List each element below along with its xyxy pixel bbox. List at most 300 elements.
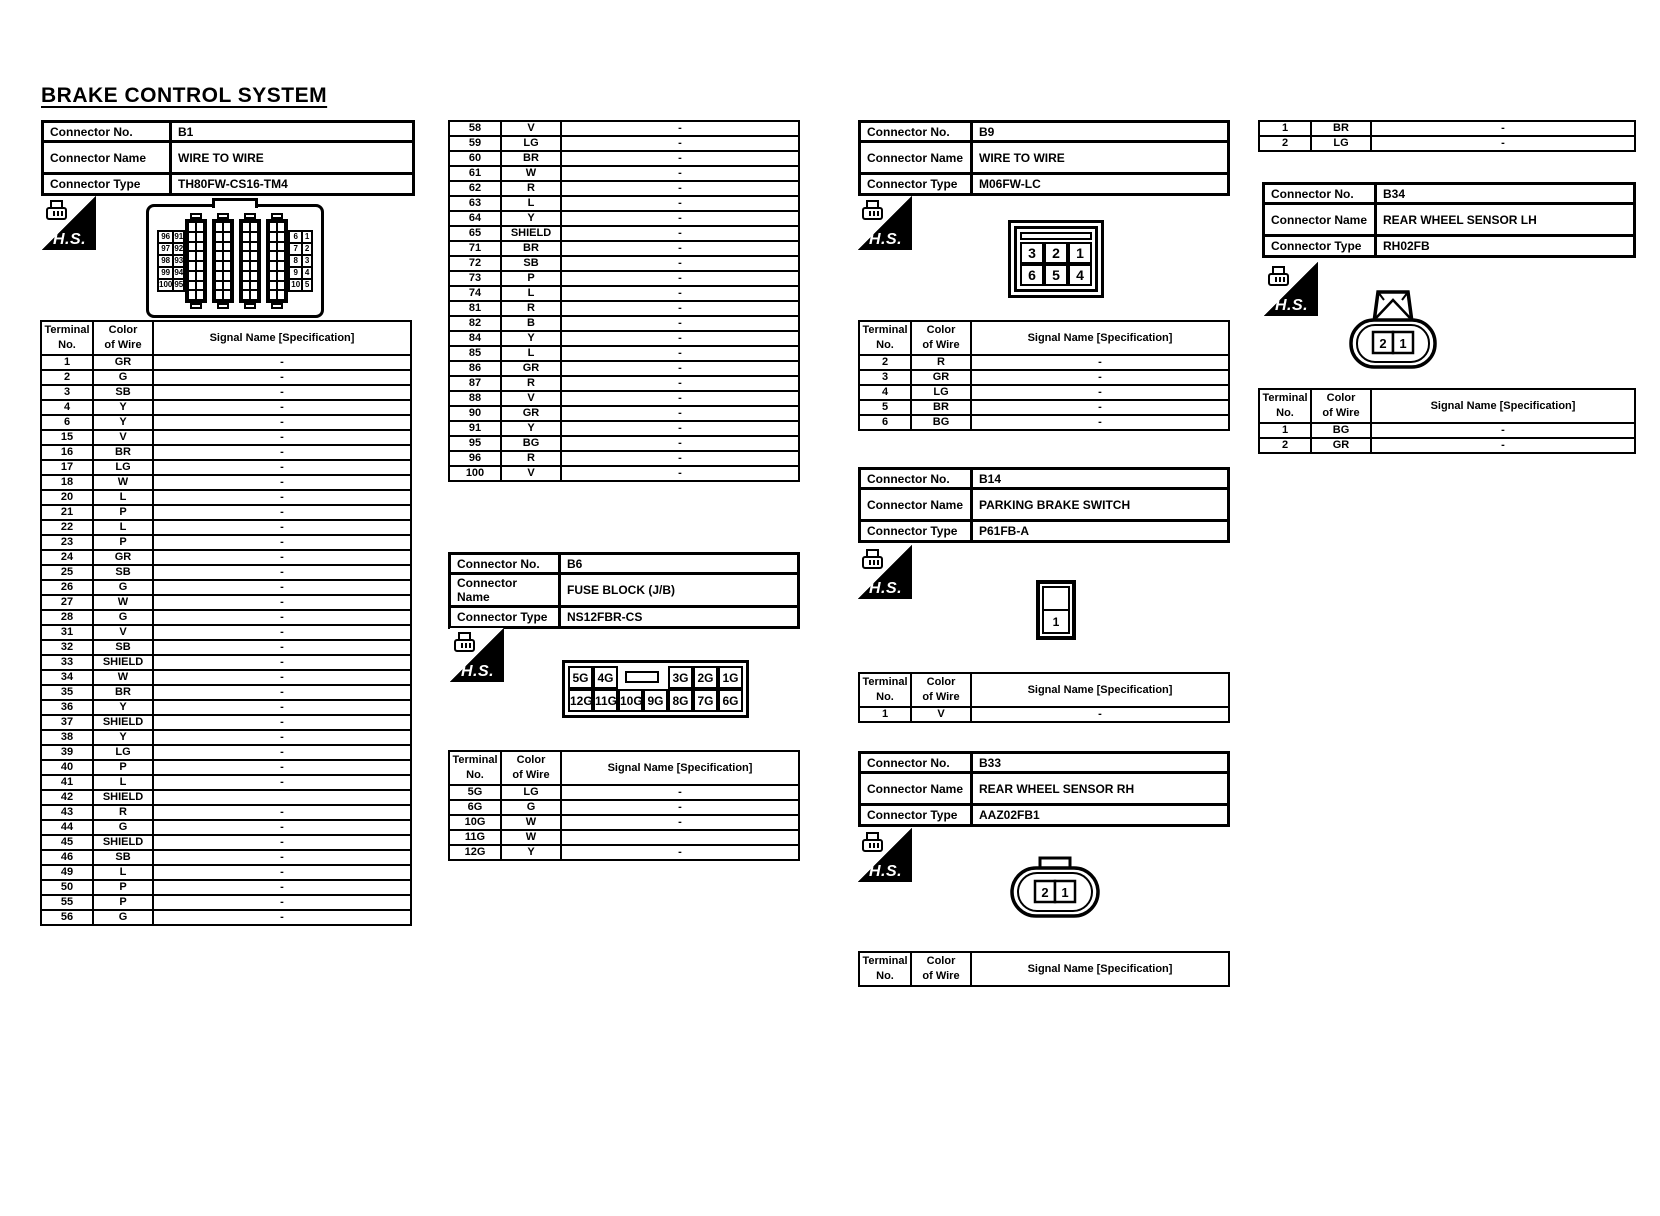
terminal-no: 43 xyxy=(41,805,93,820)
pin-number: 95 xyxy=(174,280,184,289)
terminal-row xyxy=(41,400,411,415)
connector-info-b6 xyxy=(448,552,800,629)
signal-name: - xyxy=(153,655,411,670)
terminal-table-b33 xyxy=(858,951,1230,987)
pin-number: 3 xyxy=(302,255,312,267)
signal-name: - xyxy=(561,136,799,151)
terminal-no: 40 xyxy=(41,760,93,775)
pin-keyway xyxy=(618,666,668,689)
signal-name: - xyxy=(561,376,799,391)
wire-color: GR xyxy=(93,355,153,370)
connector-type-value: AAZ02FB1 xyxy=(972,805,1229,826)
signal-name: - xyxy=(153,670,411,685)
terminal-row xyxy=(449,421,799,436)
wire-color: P xyxy=(93,535,153,550)
signal-name: - xyxy=(561,421,799,436)
signal-name: - xyxy=(153,835,411,850)
terminal-no: 25 xyxy=(41,565,93,580)
hs-badge xyxy=(450,628,504,682)
wire-color: L xyxy=(93,520,153,535)
wire-color: BR xyxy=(501,241,561,256)
terminal-table-header xyxy=(859,673,1229,707)
connector-diagram-b33 xyxy=(1008,856,1102,920)
terminal-table-header xyxy=(859,952,1229,986)
pin-row xyxy=(158,279,184,291)
terminal-row xyxy=(1259,438,1635,453)
signal-name: - xyxy=(153,760,411,775)
label-connector-no: Connector No. xyxy=(1264,184,1376,204)
connector-name-value: REAR WHEEL SENSOR LH xyxy=(1376,204,1635,236)
connector-type-value: P61FB-A xyxy=(972,521,1229,542)
connector-name-value: PARKING BRAKE SWITCH xyxy=(972,489,1229,521)
wire-color: BR xyxy=(93,685,153,700)
pin-row xyxy=(158,231,184,243)
terminal-no: 56 xyxy=(41,910,93,925)
harness-connector-icon xyxy=(860,547,888,573)
signal-name: - xyxy=(561,151,799,166)
signal-name: - xyxy=(561,406,799,421)
pin-cell: 6 xyxy=(1020,264,1044,286)
terminal-no: 36 xyxy=(41,700,93,715)
signal-name: - xyxy=(561,226,799,241)
wire-color: L xyxy=(501,286,561,301)
terminal-no: 96 xyxy=(449,451,501,466)
terminal-no: 65 xyxy=(449,226,501,241)
terminal-no: 5 xyxy=(859,400,911,415)
wire-color: BR xyxy=(911,400,971,415)
col-signal-name: Signal Name [Specification] xyxy=(971,321,1229,355)
b1-right-pin-block xyxy=(288,230,313,292)
b1-mid-cells xyxy=(239,219,261,303)
signal-name: - xyxy=(561,166,799,181)
terminal-no: 46 xyxy=(41,850,93,865)
terminal-no: 3 xyxy=(41,385,93,400)
wire-color: BG xyxy=(1311,423,1371,438)
signal-name: - xyxy=(561,361,799,376)
signal-name: - xyxy=(153,565,411,580)
terminal-row xyxy=(449,815,799,830)
signal-name: - xyxy=(153,895,411,910)
signal-name: - xyxy=(153,460,411,475)
signal-name: - xyxy=(1371,438,1635,453)
terminal-no: 27 xyxy=(41,595,93,610)
wire-color: G xyxy=(93,370,153,385)
wire-color: W xyxy=(501,815,561,830)
wire-color: GR xyxy=(1311,438,1371,453)
terminal-no: 23 xyxy=(41,535,93,550)
b1-mid-cells xyxy=(212,219,234,303)
pin-cell: 1 xyxy=(1052,614,1060,629)
label-connector-type: Connector Type xyxy=(1264,236,1376,257)
terminal-no: 15 xyxy=(41,430,93,445)
signal-name: - xyxy=(153,910,411,925)
terminal-row xyxy=(1259,121,1635,136)
terminal-row xyxy=(41,385,411,400)
terminal-no: 82 xyxy=(449,316,501,331)
wire-color: GR xyxy=(501,361,561,376)
signal-name: - xyxy=(561,815,799,830)
terminal-no: 58 xyxy=(449,121,501,136)
wire-color: SB xyxy=(501,256,561,271)
signal-name: - xyxy=(1371,423,1635,438)
col-terminal-no: Terminal No. xyxy=(41,321,93,355)
b1-left-pin-block xyxy=(157,230,185,292)
terminal-no: 86 xyxy=(449,361,501,376)
label-connector-name: Connector Name xyxy=(1264,204,1376,236)
signal-name: - xyxy=(153,370,411,385)
connector-type-value: M06FW-LC xyxy=(972,174,1229,195)
terminal-row xyxy=(449,166,799,181)
col-terminal-no: Terminal No. xyxy=(859,673,911,707)
connector-keyway xyxy=(1020,232,1092,240)
b1-mid-pin-banks xyxy=(185,213,288,309)
wire-color: SHIELD xyxy=(93,835,153,850)
wire-color: LG xyxy=(501,136,561,151)
terminal-row xyxy=(41,445,411,460)
terminal-no: 62 xyxy=(449,181,501,196)
signal-name: - xyxy=(153,430,411,445)
terminal-no: 61 xyxy=(449,166,501,181)
terminal-row xyxy=(41,865,411,880)
b1-mid-column xyxy=(266,213,288,309)
terminal-row xyxy=(449,466,799,481)
terminal-row xyxy=(41,535,411,550)
terminal-no: 26 xyxy=(41,580,93,595)
wire-color: G xyxy=(501,800,561,815)
pin-cell: 2G xyxy=(693,666,718,689)
connector-name-value: WIRE TO WIRE xyxy=(972,142,1229,174)
terminal-row xyxy=(41,805,411,820)
wire-color: BR xyxy=(1311,121,1371,136)
pin-number: 2 xyxy=(302,243,312,255)
connector-no-value: B14 xyxy=(972,469,1229,489)
pin-number: 100 xyxy=(159,280,173,289)
wire-color: R xyxy=(501,181,561,196)
connector-no-value: B33 xyxy=(972,753,1229,773)
terminal-table-b9 xyxy=(858,320,1230,431)
terminal-row xyxy=(449,286,799,301)
label-connector-no: Connector No. xyxy=(860,469,972,489)
pin-cell: 4 xyxy=(1068,264,1092,286)
terminal-no: 2 xyxy=(859,355,911,370)
wire-color: R xyxy=(911,355,971,370)
pin-row xyxy=(158,267,184,279)
label-connector-type: Connector Type xyxy=(43,174,171,195)
hs-label: H.S. xyxy=(869,231,903,248)
signal-name: - xyxy=(971,415,1229,430)
terminal-no: 44 xyxy=(41,820,93,835)
wire-color: B xyxy=(501,316,561,331)
terminal-no: 90 xyxy=(449,406,501,421)
connector-diagram-b14 xyxy=(1036,580,1076,640)
terminal-row xyxy=(449,256,799,271)
col-color-of-wire: Color of Wire xyxy=(911,673,971,707)
signal-name: - xyxy=(153,715,411,730)
signal-name: - xyxy=(153,385,411,400)
wire-color: L xyxy=(501,196,561,211)
signal-name: - xyxy=(153,580,411,595)
wire-color: BR xyxy=(501,151,561,166)
terminal-no: 72 xyxy=(449,256,501,271)
signal-name: - xyxy=(561,331,799,346)
terminal-row xyxy=(41,910,411,925)
terminal-row xyxy=(449,136,799,151)
signal-name: - xyxy=(153,595,411,610)
signal-name: - xyxy=(561,436,799,451)
terminal-no: 3 xyxy=(859,370,911,385)
terminal-table-header xyxy=(1259,389,1635,423)
col-signal-name: Signal Name [Specification] xyxy=(971,952,1229,986)
label-connector-type: Connector Type xyxy=(860,174,972,195)
wire-color: W xyxy=(93,475,153,490)
terminal-no: 34 xyxy=(41,670,93,685)
terminal-table-b14 xyxy=(858,672,1230,723)
terminal-no: 11G xyxy=(449,830,501,845)
wire-color: LG xyxy=(1311,136,1371,151)
wire-color: GR xyxy=(911,370,971,385)
col-signal-name: Signal Name [Specification] xyxy=(971,673,1229,707)
wire-color: V xyxy=(911,707,971,722)
signal-name: - xyxy=(153,745,411,760)
signal-name: - xyxy=(153,865,411,880)
signal-name: - xyxy=(561,316,799,331)
terminal-no: 55 xyxy=(41,895,93,910)
col-signal-name: Signal Name [Specification] xyxy=(1371,389,1635,423)
signal-name: - xyxy=(153,415,411,430)
col-terminal-no: Terminal No. xyxy=(449,751,501,785)
terminal-no: 100 xyxy=(449,466,501,481)
terminal-no: 6G xyxy=(449,800,501,815)
col-signal-name: Signal Name [Specification] xyxy=(561,751,799,785)
wire-color: W xyxy=(501,166,561,181)
wire-color: GR xyxy=(93,550,153,565)
label-connector-no: Connector No. xyxy=(450,554,560,574)
terminal-no: 12G xyxy=(449,845,501,860)
pin-row xyxy=(289,279,312,291)
pin-number: 9 xyxy=(289,267,302,279)
terminal-row xyxy=(41,490,411,505)
connector-no-value: B9 xyxy=(972,122,1229,142)
pin-number: 92 xyxy=(174,244,184,253)
hs-label: H.S. xyxy=(869,580,903,597)
signal-name: - xyxy=(971,385,1229,400)
signal-name: - xyxy=(561,466,799,481)
hs-label: H.S. xyxy=(869,863,903,880)
signal-name: - xyxy=(153,640,411,655)
b1-mid-column xyxy=(212,213,234,309)
terminal-row xyxy=(41,715,411,730)
signal-name: - xyxy=(561,286,799,301)
signal-name xyxy=(561,830,799,845)
wire-color: Y xyxy=(501,211,561,226)
pin-number: 2 xyxy=(1379,336,1387,351)
wire-color: V xyxy=(93,625,153,640)
terminal-row xyxy=(449,316,799,331)
connector-no-value: B1 xyxy=(171,122,414,142)
terminal-row xyxy=(41,790,411,805)
terminal-row xyxy=(41,520,411,535)
terminal-row xyxy=(449,830,799,845)
signal-name: - xyxy=(153,520,411,535)
terminal-row xyxy=(859,415,1229,430)
wire-color: R xyxy=(501,451,561,466)
signal-name: - xyxy=(561,121,799,136)
terminal-no: 1 xyxy=(41,355,93,370)
connector-info-b34 xyxy=(1262,182,1636,258)
terminal-no: 2 xyxy=(41,370,93,385)
col-color-of-wire: Color of Wire xyxy=(93,321,153,355)
connector-diagram-b6 xyxy=(562,660,749,718)
pin-number: 5 xyxy=(302,279,312,291)
signal-name: - xyxy=(561,346,799,361)
terminal-no: 31 xyxy=(41,625,93,640)
terminal-row xyxy=(449,121,799,136)
terminal-row xyxy=(41,415,411,430)
pin-row xyxy=(289,255,312,267)
terminal-no: 81 xyxy=(449,301,501,316)
pin-cell: 9G xyxy=(643,689,668,712)
wire-color: R xyxy=(501,376,561,391)
pin-cell: 2 xyxy=(1044,242,1068,264)
connector-name-value: WIRE TO WIRE xyxy=(171,142,414,174)
signal-name: - xyxy=(561,181,799,196)
terminal-row xyxy=(41,550,411,565)
wire-color: BG xyxy=(501,436,561,451)
signal-name: - xyxy=(153,700,411,715)
terminal-row xyxy=(859,400,1229,415)
pin-number: 7 xyxy=(289,243,302,255)
terminal-no: 20 xyxy=(41,490,93,505)
pin-cell: 7G xyxy=(693,689,718,712)
connector-diagram-b1 xyxy=(146,204,324,318)
connector-type-value: TH80FW-CS16-TM4 xyxy=(171,174,414,195)
signal-name: - xyxy=(153,535,411,550)
terminal-no: 42 xyxy=(41,790,93,805)
signal-name: - xyxy=(561,241,799,256)
terminal-row xyxy=(41,880,411,895)
terminal-no: 88 xyxy=(449,391,501,406)
pin-number: 98 xyxy=(158,255,173,267)
terminal-row xyxy=(41,820,411,835)
signal-name: - xyxy=(561,256,799,271)
terminal-table-b6 xyxy=(448,750,800,861)
terminal-no: 32 xyxy=(41,640,93,655)
pin-cell: 5 xyxy=(1044,264,1068,286)
terminal-row xyxy=(1259,423,1635,438)
b1-mid-column xyxy=(185,213,207,309)
col-signal-name: Signal Name [Specification] xyxy=(153,321,411,355)
pin-row xyxy=(289,267,312,279)
signal-name: - xyxy=(561,271,799,286)
wire-color: Y xyxy=(93,400,153,415)
pin-cell: 5G xyxy=(568,666,593,689)
signal-name: - xyxy=(1371,121,1635,136)
label-connector-no: Connector No. xyxy=(860,122,972,142)
pin-cap xyxy=(244,303,256,309)
terminal-row xyxy=(449,800,799,815)
pin-cell: 10G xyxy=(618,689,643,712)
pin-cell: 3G xyxy=(668,666,693,689)
pin-row xyxy=(158,243,184,255)
label-connector-type: Connector Type xyxy=(860,805,972,826)
wire-color: R xyxy=(93,805,153,820)
pin-row xyxy=(289,243,312,255)
pin-cap xyxy=(271,303,283,309)
signal-name: - xyxy=(153,625,411,640)
harness-connector-icon xyxy=(452,630,480,656)
terminal-row xyxy=(449,376,799,391)
wire-color: Y xyxy=(93,700,153,715)
terminal-no: 16 xyxy=(41,445,93,460)
pin-number: 97 xyxy=(158,243,173,255)
wire-color: SHIELD xyxy=(93,790,153,805)
wire-color: P xyxy=(93,760,153,775)
terminal-row xyxy=(41,475,411,490)
terminal-no: 60 xyxy=(449,151,501,166)
b1-mid-cells xyxy=(185,219,207,303)
signal-name: - xyxy=(153,550,411,565)
terminal-row xyxy=(449,241,799,256)
terminal-no: 84 xyxy=(449,331,501,346)
label-connector-name: Connector Name xyxy=(43,142,171,174)
pin-cap xyxy=(217,303,229,309)
wire-color: Y xyxy=(93,415,153,430)
signal-name: - xyxy=(153,820,411,835)
terminal-row xyxy=(41,565,411,580)
terminal-no: 6 xyxy=(41,415,93,430)
terminal-row xyxy=(41,580,411,595)
pin-number: 10 xyxy=(289,279,302,291)
terminal-row xyxy=(41,835,411,850)
harness-connector-icon xyxy=(44,198,72,224)
terminal-row xyxy=(449,346,799,361)
pin-number: 1 xyxy=(1399,336,1407,351)
b1-mid-column xyxy=(239,213,261,309)
terminal-row xyxy=(449,785,799,800)
hs-badge xyxy=(858,196,912,250)
terminal-row xyxy=(41,745,411,760)
pin-number: 6 xyxy=(289,231,302,243)
terminal-no: 63 xyxy=(449,196,501,211)
pin-number: 2 xyxy=(1041,885,1049,900)
connector-type-value: NS12FBR-CS xyxy=(560,607,799,628)
signal-name: - xyxy=(971,707,1229,722)
label-connector-name: Connector Name xyxy=(860,142,972,174)
signal-name: - xyxy=(153,505,411,520)
terminal-row xyxy=(41,685,411,700)
wire-color: SHIELD xyxy=(501,226,561,241)
terminal-no: 41 xyxy=(41,775,93,790)
col-color-of-wire: Color of Wire xyxy=(911,952,971,986)
connector-cavity xyxy=(1044,588,1068,611)
terminal-no: 50 xyxy=(41,880,93,895)
wire-color: SB xyxy=(93,565,153,580)
terminal-no: 74 xyxy=(449,286,501,301)
signal-name: - xyxy=(153,850,411,865)
wire-color: Y xyxy=(501,421,561,436)
terminal-row xyxy=(1259,136,1635,151)
terminal-row xyxy=(449,391,799,406)
terminal-row xyxy=(41,640,411,655)
wire-color: P xyxy=(93,895,153,910)
wire-color: Y xyxy=(93,730,153,745)
terminal-row xyxy=(449,451,799,466)
harness-connector-icon xyxy=(1266,264,1294,290)
terminal-row xyxy=(449,151,799,166)
terminal-row xyxy=(41,430,411,445)
signal-name: - xyxy=(153,475,411,490)
terminal-no: 18 xyxy=(41,475,93,490)
